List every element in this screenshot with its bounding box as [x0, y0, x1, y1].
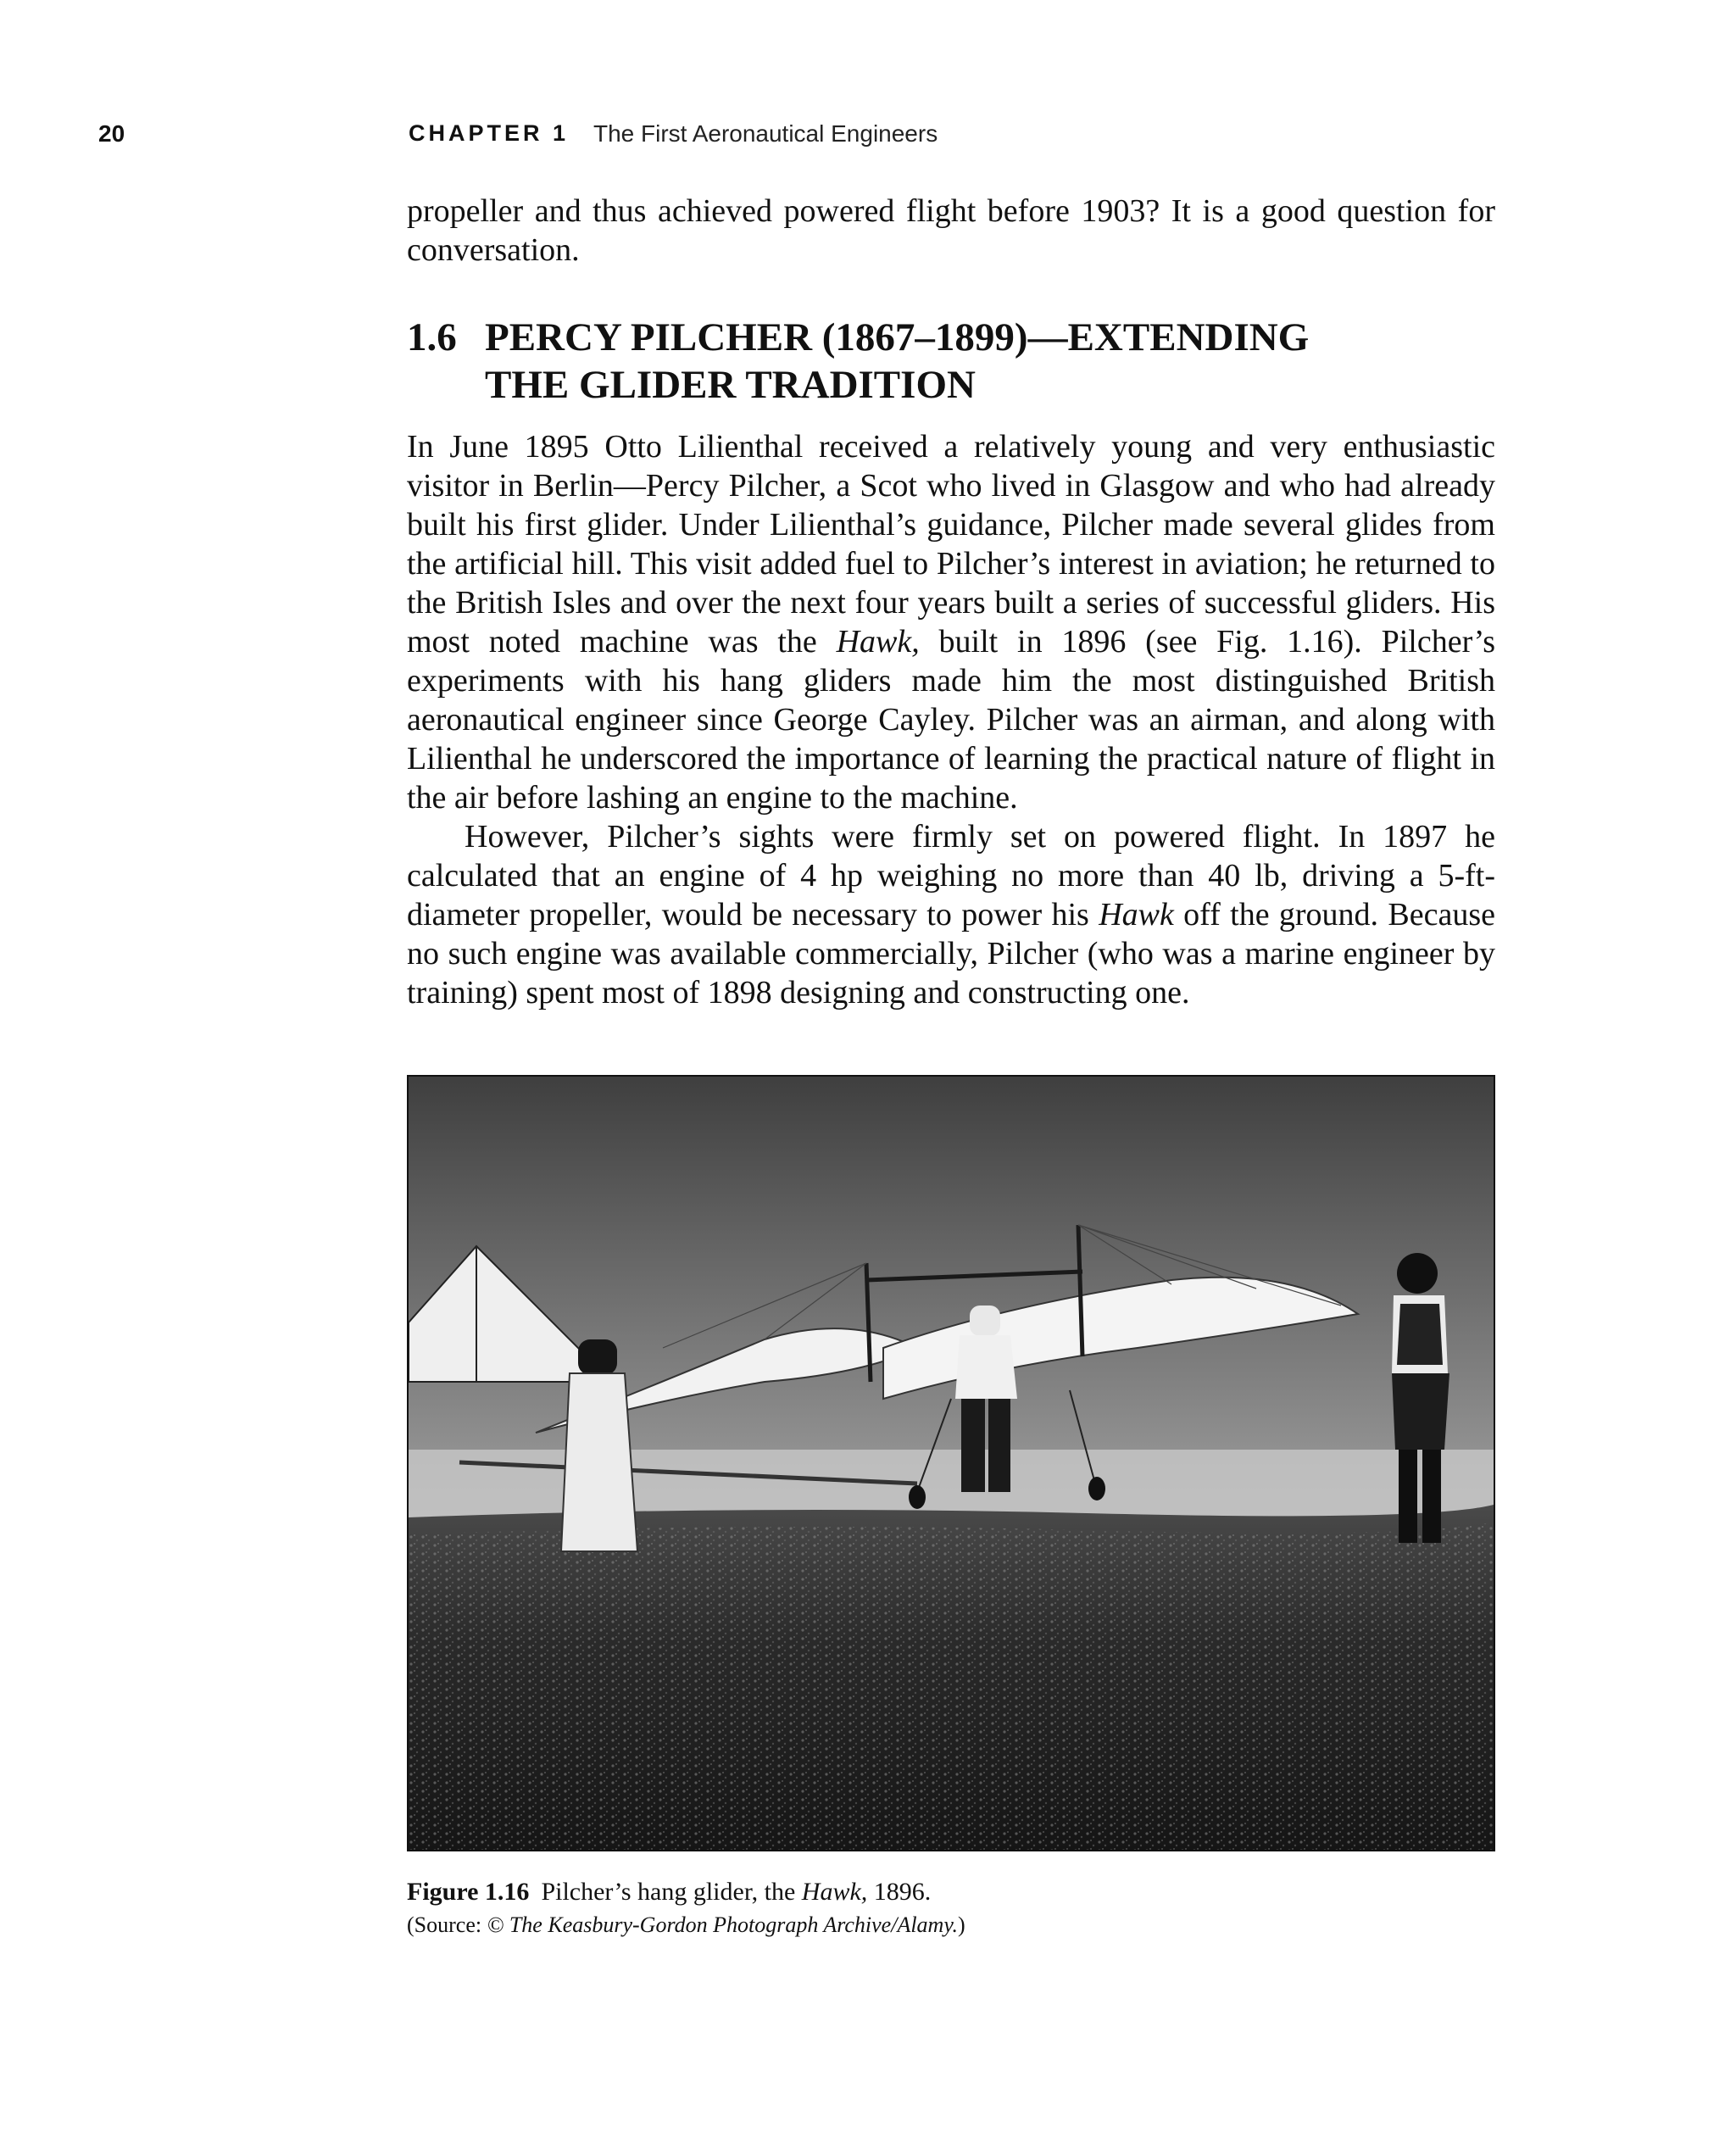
caption-line: [407, 1875, 1495, 1909]
section-title-line2: THE GLIDER TRADITION: [485, 363, 976, 407]
paragraph-1-text-b: built in 1896 (see Fig. 1.16). Pilcher’s experiments with his hang gliders made him the most distinguished British aeronautical engineer since George Cayley. Pilcher was an airman, and along with Lilienthal he underscored the importance of learning the practical nature of flight in the air before lashing an engine to the machine.: [407, 624, 1495, 816]
source-prefix: (Source:: [407, 1912, 487, 1937]
paragraph-2-text-a: However, Pilcher’s sights were firmly set on powered flight. In 1897 he calculated that an engine of 4 hp weighing no more than 40 lb, driving a 5-ft-diameter propeller, would be necessary to power his: [407, 819, 1495, 933]
paragraph-2-text-b: off the ground. Because no such engine was available commercially, Pilcher (who was a marine engineer by training) spent most of 1898 designing and constructing one.: [407, 897, 1495, 1010]
glider-photo-illustration: [409, 1077, 1494, 1850]
paragraph-1: [407, 427, 1495, 817]
section-title-line1: PERCY PILCHER (1867–1899)—EXTENDING: [485, 315, 1310, 359]
paragraph-2: [407, 817, 1495, 1012]
caption-source: [407, 1909, 1495, 1941]
figure-label: Figure 1.16: [407, 1878, 530, 1906]
paragraph-1-text-a: In June 1895 Otto Lilienthal received a relatively young and very enthusiastic visitor in Berlin—Percy Pilcher, a Scot who lived in Glasgow and who had already built his first glider. Under Lilienthal’s guidance, Pilcher made several glides from the artificial hill. This visit added fuel to Pilcher’s interest in aviation; he returned to the British Isles and over the next four years built a series of successful gliders. His most noted machine was the: [407, 429, 1495, 660]
intro-text: propeller and thus achieved powered flight before 1903? It is a good question for conversation.: [407, 193, 1495, 268]
caption-text-b: 1896.: [867, 1878, 932, 1906]
intro-paragraph: [407, 192, 1495, 270]
section-number: 1.6: [407, 315, 457, 359]
running-head: [0, 120, 1736, 154]
caption-italic: Hawk,: [801, 1878, 868, 1906]
caption-text-a: Pilcher’s hang glider, the: [541, 1878, 802, 1906]
grass-texture: [409, 1522, 1494, 1850]
source-credit: © The Keasbury-Gordon Photograph Archive/Alamy.: [487, 1912, 958, 1937]
section-body: [407, 427, 1495, 1012]
figure-photo: [407, 1075, 1495, 1851]
section-heading: [407, 314, 1495, 409]
paragraph-2-italic: Hawk: [1099, 897, 1174, 933]
chapter-title: The First Aeronautical Engineers: [593, 120, 938, 147]
source-suffix: ): [957, 1912, 965, 1937]
paragraph-1-italic: Hawk,: [836, 624, 920, 660]
page-number: 20: [98, 120, 125, 147]
chapter-label: CHAPTER 1: [409, 120, 570, 146]
figure-caption: [407, 1875, 1495, 1941]
